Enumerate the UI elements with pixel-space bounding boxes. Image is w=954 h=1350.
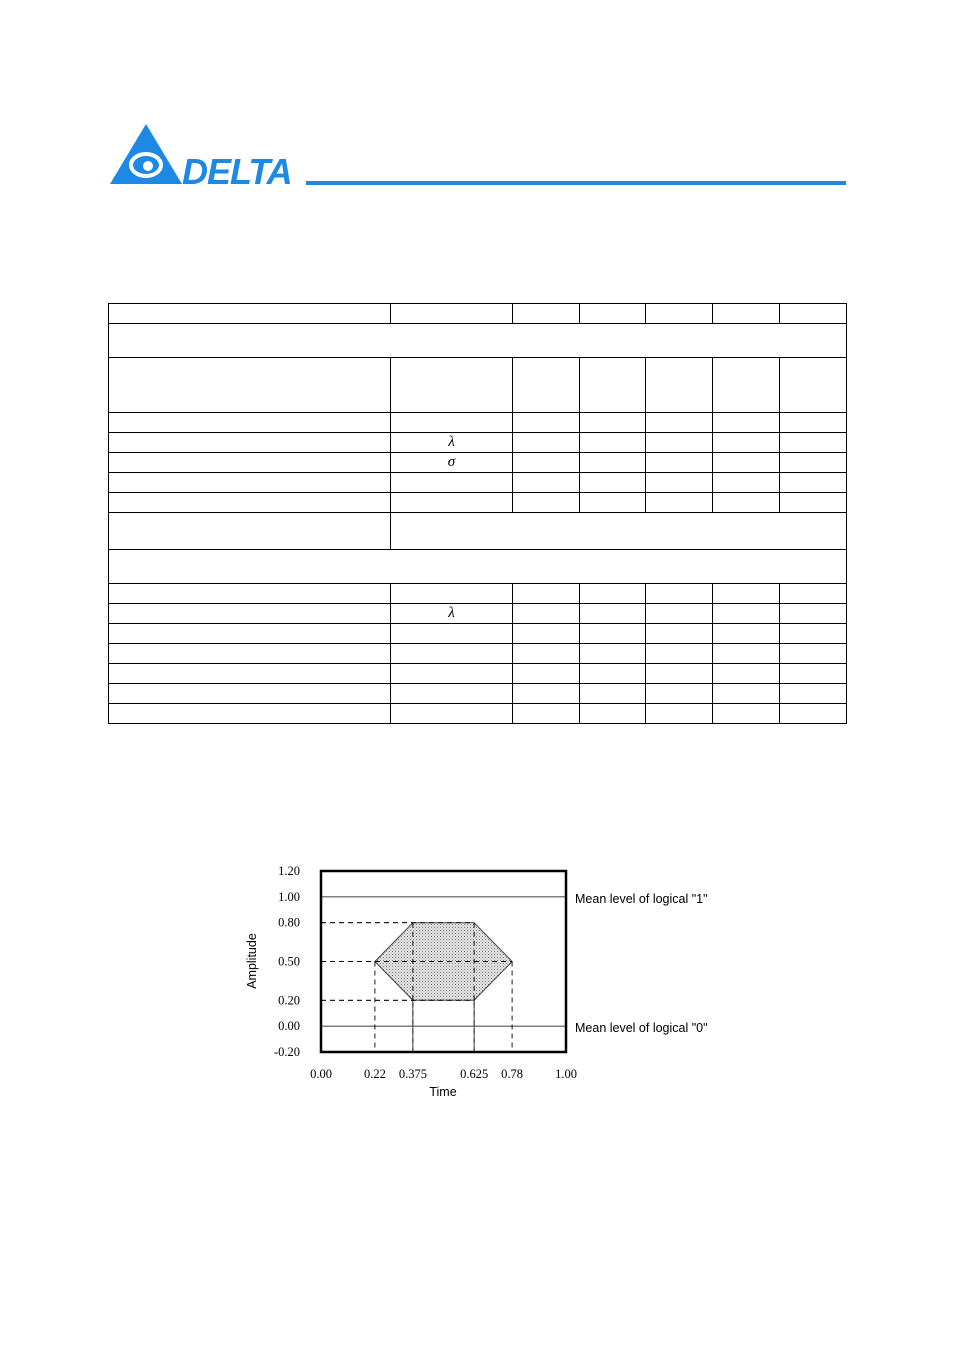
table-cell [646, 664, 713, 684]
table-row [109, 358, 847, 413]
table-cell [780, 684, 847, 704]
table-row [109, 550, 847, 584]
x-tick-label: 0.375 [398, 1067, 427, 1081]
table-cell [646, 493, 713, 513]
table-cell [109, 358, 391, 413]
table-cell [780, 433, 847, 453]
table-row [109, 624, 847, 644]
table-row [109, 304, 847, 324]
table-cell [391, 513, 847, 550]
table-cell [646, 304, 713, 324]
table-cell [391, 644, 513, 664]
table-cell [780, 644, 847, 664]
table-row [109, 664, 847, 684]
table-cell [391, 473, 513, 493]
table-cell [109, 324, 847, 358]
table-cell [391, 584, 513, 604]
table-cell [580, 664, 646, 684]
table-cell [713, 304, 780, 324]
table-cell [513, 413, 580, 433]
table-cell [109, 704, 391, 724]
table-cell [513, 304, 580, 324]
spec-table [108, 303, 847, 724]
x-tick-label: 0.00 [310, 1067, 332, 1081]
table-row [109, 324, 847, 358]
table-cell [513, 704, 580, 724]
table-cell [391, 624, 513, 644]
table-row [109, 704, 847, 724]
x-axis-label: Time [429, 1085, 457, 1099]
table-cell [780, 584, 847, 604]
table-cell: σ [391, 453, 513, 473]
y-axis-label: Amplitude [245, 933, 259, 989]
table-cell [580, 684, 646, 704]
table-cell [646, 704, 713, 724]
table-cell [580, 624, 646, 644]
table-cell [713, 664, 780, 684]
table-cell [391, 413, 513, 433]
table-cell [580, 644, 646, 664]
logo-wordmark: DELTA [182, 151, 292, 190]
table-cell [646, 644, 713, 664]
table-cell [580, 584, 646, 604]
table-cell [513, 433, 580, 453]
table-row [109, 493, 847, 513]
table-cell [646, 684, 713, 704]
table-row [109, 644, 847, 664]
table-cell [109, 453, 391, 473]
table-cell [580, 413, 646, 433]
table-cell [713, 584, 780, 604]
y-tick-label: 0.00 [278, 1019, 300, 1034]
table-row [109, 433, 847, 453]
table-cell [513, 584, 580, 604]
y-tick-label: 1.20 [278, 864, 300, 878]
table-cell [109, 550, 847, 584]
table-cell [109, 624, 391, 644]
table-cell [580, 604, 646, 624]
x-tick-label: 0.78 [501, 1067, 524, 1081]
y-tick-label: 1.00 [278, 889, 300, 904]
y-tick-label: 0.80 [278, 915, 300, 930]
table-cell [109, 664, 391, 684]
table-cell [109, 584, 391, 604]
table-cell [513, 473, 580, 493]
table-row [109, 604, 847, 624]
y-tick-label: 0.50 [278, 954, 300, 969]
table-cell [580, 304, 646, 324]
table-cell [513, 453, 580, 473]
table-cell [713, 413, 780, 433]
y-tick-label: -0.20 [273, 1045, 300, 1059]
x-tick-label: 1.00 [555, 1067, 577, 1081]
table-cell [713, 493, 780, 513]
table-cell [513, 358, 580, 413]
table-cell [713, 644, 780, 664]
table-cell [780, 704, 847, 724]
table-cell [513, 604, 580, 624]
table-cell [391, 358, 513, 413]
table-cell [109, 513, 391, 550]
table-cell [713, 624, 780, 644]
table-cell [780, 493, 847, 513]
table-cell [109, 304, 391, 324]
table-cell [780, 453, 847, 473]
table-cell [646, 473, 713, 493]
table-cell [109, 413, 391, 433]
table-cell [109, 644, 391, 664]
table-cell [580, 453, 646, 473]
table-cell [713, 704, 780, 724]
table-cell [780, 413, 847, 433]
eye-mask-chart [230, 855, 750, 1115]
table-cell [646, 433, 713, 453]
delta-logo [108, 120, 308, 190]
table-cell [646, 604, 713, 624]
table-row [109, 453, 847, 473]
table-cell [580, 433, 646, 453]
table-cell [513, 624, 580, 644]
table-row [109, 473, 847, 493]
header-rule [306, 181, 846, 185]
table-cell [713, 604, 780, 624]
table-cell [646, 453, 713, 473]
x-tick-label: 0.625 [460, 1067, 489, 1081]
table-cell [513, 644, 580, 664]
reference-line-label: Mean level of logical "0" [575, 1021, 708, 1036]
table-cell: λ [391, 604, 513, 624]
table-cell [109, 473, 391, 493]
table-cell [780, 624, 847, 644]
table-cell [780, 664, 847, 684]
table-cell [713, 684, 780, 704]
table-cell [713, 433, 780, 453]
table-cell [513, 664, 580, 684]
reference-line-label: Mean level of logical "1" [575, 891, 708, 906]
table-row [109, 584, 847, 604]
table-cell [580, 704, 646, 724]
table-cell [713, 473, 780, 493]
table-cell [713, 358, 780, 413]
table-cell [109, 604, 391, 624]
table-cell [713, 453, 780, 473]
table-cell [580, 473, 646, 493]
table-cell [109, 493, 391, 513]
table-row [109, 513, 847, 550]
table-cell [646, 584, 713, 604]
table-cell [780, 604, 847, 624]
table-cell [646, 624, 713, 644]
table-cell [391, 684, 513, 704]
table-cell [580, 493, 646, 513]
table-row [109, 413, 847, 433]
table-row [109, 684, 847, 704]
table-cell [780, 473, 847, 493]
x-tick-label: 0.22 [363, 1067, 386, 1081]
table-cell [513, 493, 580, 513]
table-cell [780, 358, 847, 413]
table-cell [391, 704, 513, 724]
table-cell [646, 413, 713, 433]
table-cell: λ [391, 433, 513, 453]
table-cell [391, 304, 513, 324]
table-cell [780, 304, 847, 324]
table-cell [391, 664, 513, 684]
table-cell [391, 493, 513, 513]
table-cell [109, 433, 391, 453]
table-cell [646, 358, 713, 413]
table-cell [513, 684, 580, 704]
table-cell [109, 684, 391, 704]
table-cell [580, 358, 646, 413]
y-tick-label: 0.20 [278, 993, 300, 1008]
